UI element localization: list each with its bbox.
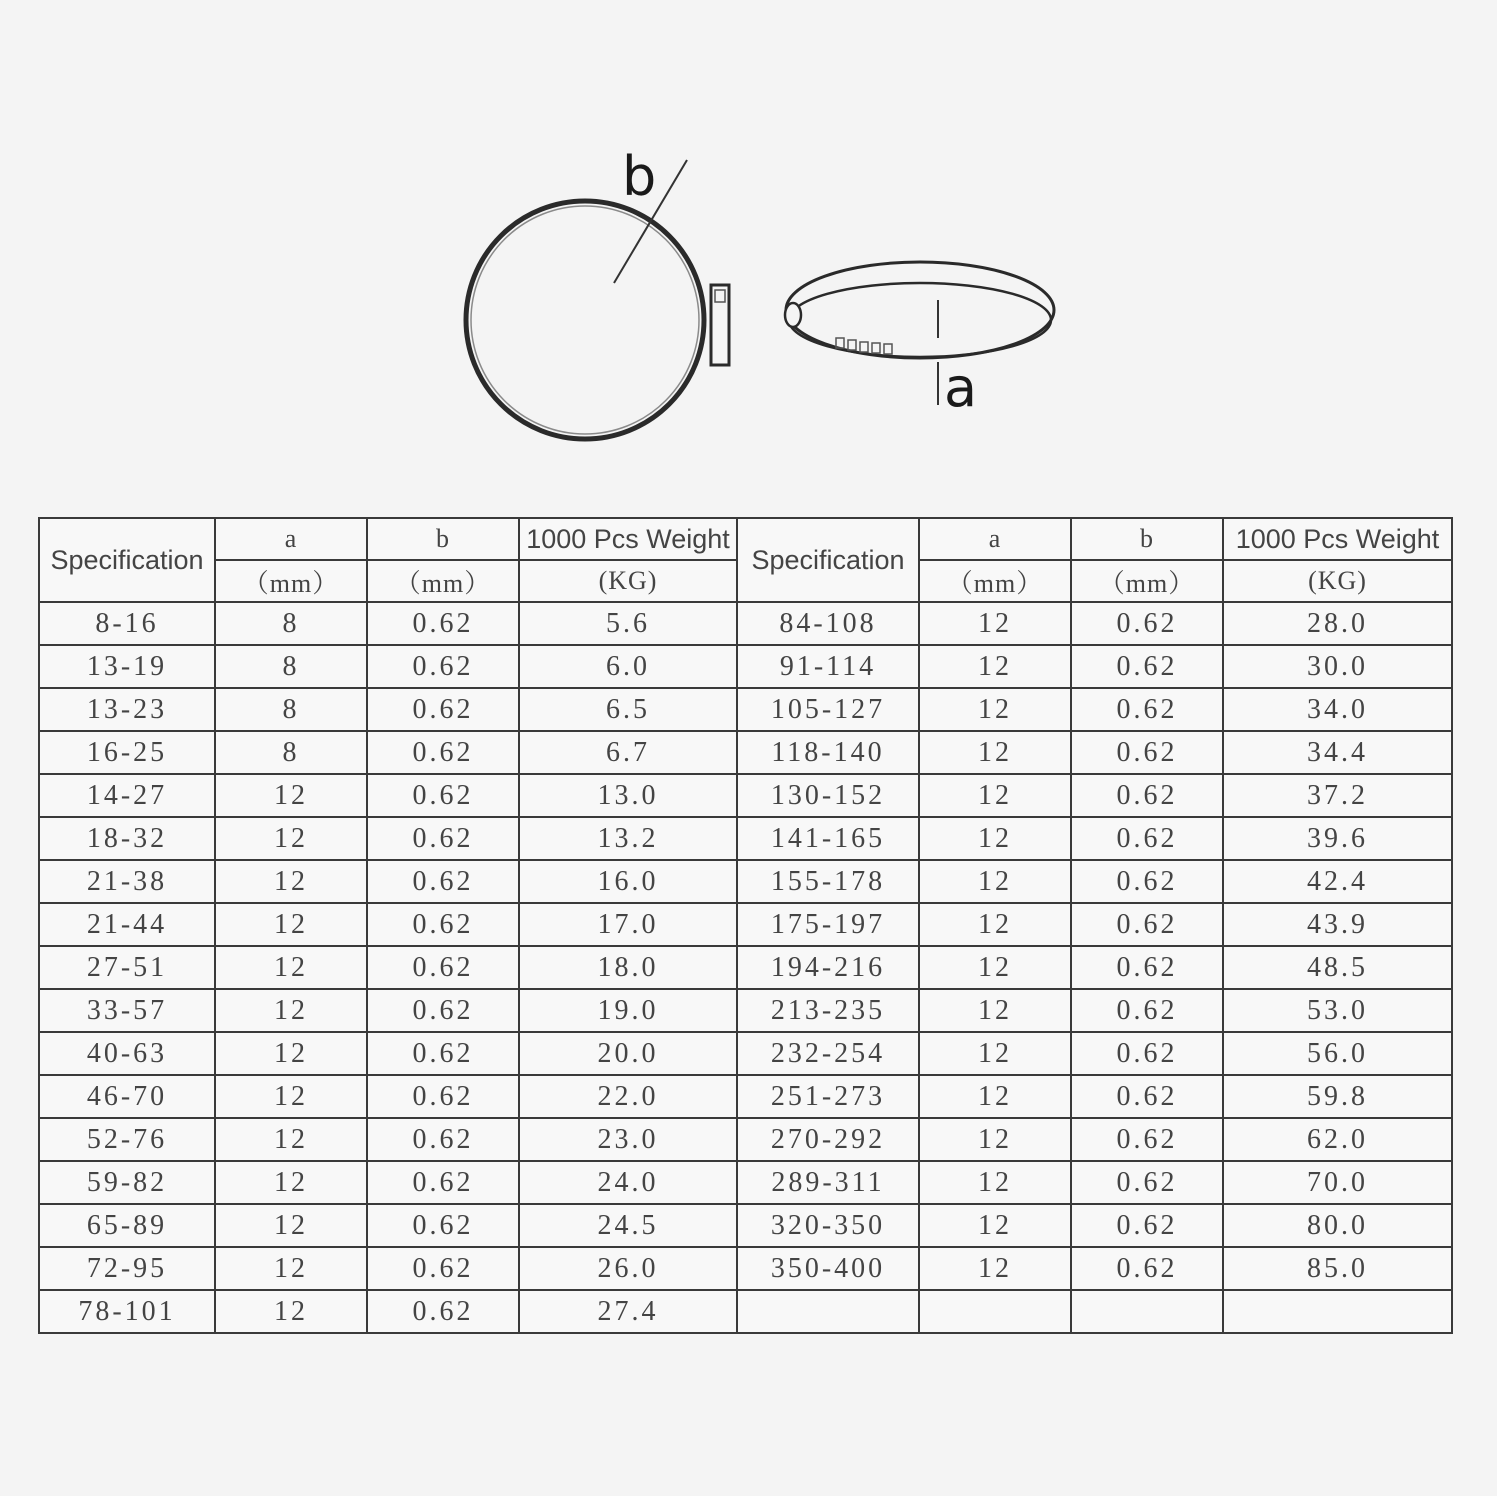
b-cell: 0.62: [367, 1161, 519, 1204]
spec-cell: 91-114: [737, 645, 919, 688]
spec-cell: 155-178: [737, 860, 919, 903]
a-cell: 12: [215, 1204, 367, 1247]
b-cell: 0.62: [1071, 774, 1223, 817]
spec-cell: 289-311: [737, 1161, 919, 1204]
weight-cell: 5.6: [519, 602, 737, 645]
spec-cell: 232-254: [737, 1032, 919, 1075]
table-row: [39, 731, 1452, 774]
b-cell: 0.62: [1071, 946, 1223, 989]
b-cell: 0.62: [1071, 817, 1223, 860]
b-cell: 0.62: [1071, 989, 1223, 1032]
band-perforations: [836, 338, 892, 354]
spec-cell: 40-63: [39, 1032, 215, 1075]
col-specification: Specification: [39, 518, 215, 602]
spec-cell: 13-23: [39, 688, 215, 731]
weight-cell: 19.0: [519, 989, 737, 1032]
b-cell: 0.62: [367, 688, 519, 731]
weight-cell: 23.0: [519, 1118, 737, 1161]
b-cell: 0.62: [367, 946, 519, 989]
table-row: [39, 1247, 1452, 1290]
b-cell: 0.62: [367, 903, 519, 946]
weight-cell: 24.0: [519, 1161, 737, 1204]
spec-cell: 251-273: [737, 1075, 919, 1118]
spec-cell: 270-292: [737, 1118, 919, 1161]
spec-cell: 52-76: [39, 1118, 215, 1161]
weight-cell: 59.8: [1223, 1075, 1452, 1118]
weight-cell: 18.0: [519, 946, 737, 989]
weight-cell: 16.0: [519, 860, 737, 903]
a-cell: 12: [919, 1075, 1071, 1118]
a-cell: 12: [919, 602, 1071, 645]
a-cell: 12: [919, 1118, 1071, 1161]
b-cell: 0.62: [1071, 645, 1223, 688]
spec-cell: 84-108: [737, 602, 919, 645]
a-cell: 12: [919, 731, 1071, 774]
a-cell: 12: [215, 1247, 367, 1290]
a-cell: 12: [919, 774, 1071, 817]
b-cell: 0.62: [367, 860, 519, 903]
weight-cell: 26.0: [519, 1247, 737, 1290]
spec-cell: 175-197: [737, 903, 919, 946]
spec-cell: 16-25: [39, 731, 215, 774]
weight-cell: 20.0: [519, 1032, 737, 1075]
table-header: [39, 518, 1452, 602]
a-cell: 12: [919, 989, 1071, 1032]
table-row: [39, 1204, 1452, 1247]
spec-cell: 130-152: [737, 774, 919, 817]
a-cell: 12: [215, 1118, 367, 1161]
spec-cell: 320-350: [737, 1204, 919, 1247]
table-row: [39, 1075, 1452, 1118]
weight-cell: 34.4: [1223, 731, 1452, 774]
a-cell: 12: [919, 946, 1071, 989]
table-row: [39, 860, 1452, 903]
unit-a-2: （mm）: [919, 560, 1071, 602]
a-cell: 8: [215, 645, 367, 688]
weight-cell: 27.4: [519, 1290, 737, 1333]
a-cell: 12: [215, 989, 367, 1032]
b-cell: 0.62: [367, 645, 519, 688]
weight-cell: 6.5: [519, 688, 737, 731]
a-cell: 12: [919, 645, 1071, 688]
b-cell: 0.62: [1071, 1032, 1223, 1075]
col-weight-2: 1000 Pcs Weight: [1223, 518, 1452, 560]
spec-cell: [737, 1290, 919, 1333]
b-cell: 0.62: [367, 1075, 519, 1118]
table-row: [39, 1118, 1452, 1161]
a-cell: 12: [919, 1204, 1071, 1247]
a-cell: 12: [215, 860, 367, 903]
unit-weight-2: (KG): [1223, 560, 1452, 602]
spec-cell: 194-216: [737, 946, 919, 989]
b-cell: 0.62: [1071, 602, 1223, 645]
a-cell: 12: [919, 688, 1071, 731]
a-cell: 8: [215, 688, 367, 731]
weight-cell: 39.6: [1223, 817, 1452, 860]
spec-cell: 27-51: [39, 946, 215, 989]
spec-cell: 105-127: [737, 688, 919, 731]
b-cell: 0.62: [1071, 1161, 1223, 1204]
b-cell: 0.62: [367, 1204, 519, 1247]
a-cell: 12: [215, 1161, 367, 1204]
table-row: [39, 946, 1452, 989]
table-row: [39, 989, 1452, 1032]
b-cell: [1071, 1290, 1223, 1333]
weight-cell: 30.0: [1223, 645, 1452, 688]
unit-a: （mm）: [215, 560, 367, 602]
weight-cell: 13.2: [519, 817, 737, 860]
table-row: [39, 688, 1452, 731]
weight-cell: 28.0: [1223, 602, 1452, 645]
col-a-2: a: [919, 518, 1071, 560]
a-cell: 8: [215, 602, 367, 645]
a-cell: 12: [215, 1075, 367, 1118]
spec-cell: 46-70: [39, 1075, 215, 1118]
table-row: [39, 645, 1452, 688]
col-weight: 1000 Pcs Weight: [519, 518, 737, 560]
weight-cell: 42.4: [1223, 860, 1452, 903]
unit-b: （mm）: [367, 560, 519, 602]
spec-cell: 72-95: [39, 1247, 215, 1290]
spec-cell: 21-44: [39, 903, 215, 946]
a-cell: 12: [919, 903, 1071, 946]
header-row: [39, 518, 1452, 560]
table-row: [39, 817, 1452, 860]
spec-cell: 18-32: [39, 817, 215, 860]
weight-cell: 17.0: [519, 903, 737, 946]
b-cell: 0.62: [367, 1247, 519, 1290]
b-cell: 0.62: [367, 989, 519, 1032]
weight-cell: 56.0: [1223, 1032, 1452, 1075]
a-cell: 12: [919, 1032, 1071, 1075]
unit-weight: (KG): [519, 560, 737, 602]
b-cell: 0.62: [367, 1032, 519, 1075]
table-row: [39, 1290, 1452, 1333]
weight-cell: 24.5: [519, 1204, 737, 1247]
b-cell: 0.62: [367, 817, 519, 860]
b-cell: 0.62: [367, 602, 519, 645]
hose-clamp-diagram: [0, 0, 1497, 480]
a-cell: 12: [919, 1247, 1071, 1290]
a-cell: 12: [215, 1032, 367, 1075]
b-cell: 0.62: [1071, 1075, 1223, 1118]
b-cell: 0.62: [1071, 1118, 1223, 1161]
weight-cell: 43.9: [1223, 903, 1452, 946]
col-specification-2: Specification: [737, 518, 919, 602]
specification-table: [38, 517, 1453, 1334]
weight-cell: 53.0: [1223, 989, 1452, 1032]
unit-b-2: （mm）: [1071, 560, 1223, 602]
col-b-2: b: [1071, 518, 1223, 560]
a-cell: 12: [215, 774, 367, 817]
b-cell: 0.62: [367, 1290, 519, 1333]
b-cell: 0.62: [367, 774, 519, 817]
weight-cell: 62.0: [1223, 1118, 1452, 1161]
table-row: [39, 602, 1452, 645]
b-cell: 0.62: [1071, 731, 1223, 774]
weight-cell: 85.0: [1223, 1247, 1452, 1290]
a-cell: 12: [919, 1161, 1071, 1204]
table-row: [39, 774, 1452, 817]
spec-cell: 14-27: [39, 774, 215, 817]
spec-cell: 78-101: [39, 1290, 215, 1333]
b-cell: 0.62: [1071, 1247, 1223, 1290]
spec-cell: 213-235: [737, 989, 919, 1032]
b-cell: 0.62: [1071, 688, 1223, 731]
a-cell: 12: [215, 1290, 367, 1333]
table-row: [39, 903, 1452, 946]
a-cell: 8: [215, 731, 367, 774]
a-cell: 12: [215, 946, 367, 989]
weight-cell: 13.0: [519, 774, 737, 817]
col-a: a: [215, 518, 367, 560]
weight-cell: 70.0: [1223, 1161, 1452, 1204]
a-cell: 12: [215, 817, 367, 860]
weight-cell: 6.0: [519, 645, 737, 688]
spec-cell: 118-140: [737, 731, 919, 774]
weight-cell: [1223, 1290, 1452, 1333]
spec-cell: 33-57: [39, 989, 215, 1032]
spec-cell: 350-400: [737, 1247, 919, 1290]
b-cell: 0.62: [367, 1118, 519, 1161]
clamp-side-view: [785, 262, 1054, 419]
a-cell: 12: [919, 860, 1071, 903]
b-cell: 0.62: [1071, 860, 1223, 903]
col-b: b: [367, 518, 519, 560]
a-cell: 12: [919, 817, 1071, 860]
b-cell: 0.62: [367, 731, 519, 774]
weight-cell: 80.0: [1223, 1204, 1452, 1247]
spec-cell: 59-82: [39, 1161, 215, 1204]
weight-cell: 34.0: [1223, 688, 1452, 731]
label-a: a: [944, 356, 978, 419]
b-cell: 0.62: [1071, 1204, 1223, 1247]
table-body: [39, 602, 1452, 1333]
table-row: [39, 1032, 1452, 1075]
table-row: [39, 1161, 1452, 1204]
spec-cell: 13-19: [39, 645, 215, 688]
a-cell: 12: [215, 903, 367, 946]
weight-cell: 22.0: [519, 1075, 737, 1118]
spec-cell: 65-89: [39, 1204, 215, 1247]
clamp-front-view: [466, 145, 729, 439]
weight-cell: 6.7: [519, 731, 737, 774]
weight-cell: 48.5: [1223, 946, 1452, 989]
weight-cell: 37.2: [1223, 774, 1452, 817]
b-cell: 0.62: [1071, 903, 1223, 946]
spec-cell: 141-165: [737, 817, 919, 860]
spec-cell: 21-38: [39, 860, 215, 903]
label-b: b: [622, 145, 657, 208]
a-cell: [919, 1290, 1071, 1333]
spec-cell: 8-16: [39, 602, 215, 645]
